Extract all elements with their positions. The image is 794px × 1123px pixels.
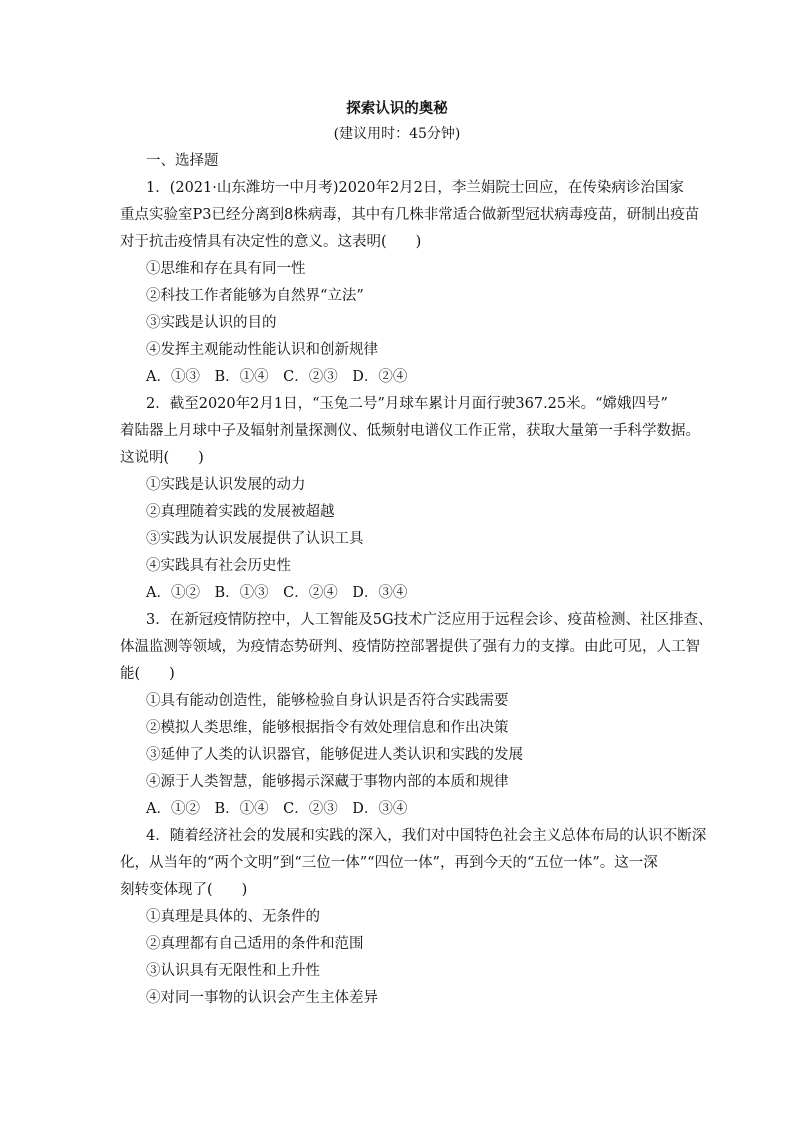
question-4-statement-3: ③认识具有无限性和上升性 bbox=[146, 963, 320, 979]
question-2-line-3: 这说明( ) bbox=[120, 450, 204, 466]
question-2-statement-3: ③实践为认识发展提供了认识工具 bbox=[146, 531, 364, 547]
question-4-statement-4: ④对同一事物的认识会产生主体差异 bbox=[146, 990, 378, 1006]
question-1-answers: A．①③ B．①④ C．②③ D．②④ bbox=[146, 369, 408, 385]
question-2-statement-4: ④实践具有社会历史性 bbox=[146, 558, 291, 574]
question-1-line-2: 重点实验室P3已经分离到8株病毒，其中有几株非常适合做新型冠状病毒疫苗，研制出疫苗 bbox=[120, 207, 700, 223]
question-4-statement-1: ①真理是具体的、无条件的 bbox=[146, 909, 320, 925]
question-3-statement-3: ③延伸了人类的认识器官，能够促进人类认识和实践的发展 bbox=[146, 747, 523, 763]
question-4-line-1: 4．随着经济社会的发展和实践的深入，我们对中国特色社会主义总体布局的认识不断深 bbox=[146, 828, 707, 844]
question-3-line-1: 3．在新冠疫情防控中，人工智能及5G技术广泛应用于远程会诊、疫苗检测、社区排查、 bbox=[146, 612, 713, 628]
question-2-statement-1: ①实践是认识发展的动力 bbox=[146, 477, 306, 493]
question-3-statement-1: ①具有能动创造性，能够检验自身认识是否符合实践需要 bbox=[146, 693, 509, 709]
question-2-statement-2: ②真理随着实践的发展被超越 bbox=[146, 504, 335, 520]
question-3-statement-4: ④源于人类智慧，能够揭示深藏于事物内部的本质和规律 bbox=[146, 774, 509, 790]
question-1-statement-4: ④发挥主观能动性能认识和创新规律 bbox=[146, 342, 378, 358]
page-title: 探索认识的奥秘 bbox=[346, 100, 448, 117]
question-4-statement-2: ②真理都有自己适用的条件和范围 bbox=[146, 936, 364, 952]
question-1-statement-2: ②科技工作者能够为自然界“立法” bbox=[146, 288, 364, 304]
question-4-line-3: 刻转变体现了( ) bbox=[120, 882, 248, 898]
section-heading: 一、选择题 bbox=[146, 153, 219, 169]
question-2-answers: A．①② B．①③ C．②④ D．③④ bbox=[146, 585, 408, 601]
question-1-statement-3: ③实践是认识的目的 bbox=[146, 315, 277, 331]
question-3-line-3: 能( ) bbox=[120, 666, 175, 682]
question-1-line-1: 1．(2021·山东潍坊一中月考)2020年2月2日，李兰娟院士回应，在传染病诊治国家 bbox=[146, 180, 684, 196]
question-4-line-2: 化，从当年的“两个文明”到“三位一体”“四位一体”，再到今天的“五位一体”。这一深 bbox=[120, 855, 658, 871]
page-subtitle: (建议用时：45分钟) bbox=[333, 126, 461, 142]
question-3-statement-2: ②模拟人类思维，能够根据指令有效处理信息和作出决策 bbox=[146, 720, 509, 736]
question-1-statement-1: ①思维和存在具有同一性 bbox=[146, 261, 306, 277]
question-2-line-1: 2．截至2020年2月1日，“玉兔二号”月球车累计月面行驶367.25米。“嫦娥四号” bbox=[146, 396, 668, 412]
question-1-line-3: 对于抗击疫情具有决定性的意义。这表明( ) bbox=[120, 234, 422, 250]
question-3-answers: A．①② B．①④ C．②③ D．③④ bbox=[146, 801, 408, 817]
question-3-line-2: 体温监测等领域，为疫情态势研判、疫情防控部署提供了强有力的支撑。由此可见，人工智 bbox=[120, 639, 700, 655]
question-2-line-2: 着陆器上月球中子及辐射剂量探测仪、低频射电谱仪工作正常，获取大量第一手科学数据。 bbox=[120, 423, 700, 439]
